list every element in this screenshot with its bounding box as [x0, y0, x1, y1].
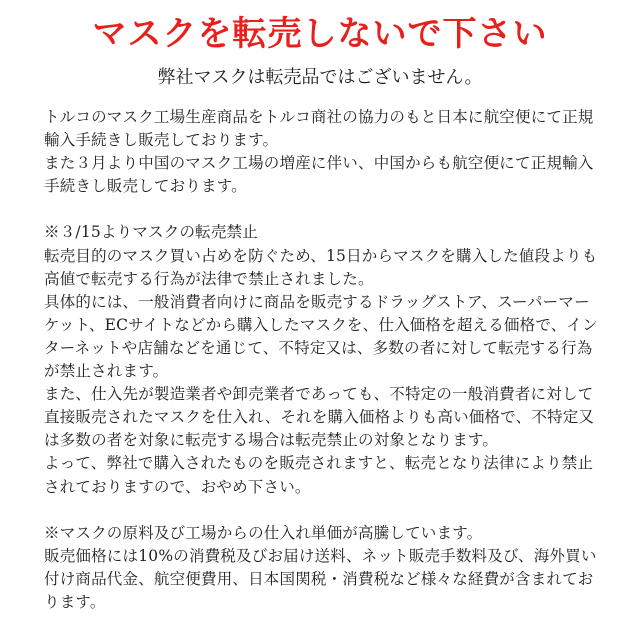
resale-ban-paragraph-4: よって、弊社で購入されたものを販売されますと、転売となり法律により禁止 されておりますので、おやめ下さい。: [44, 454, 594, 496]
resale-ban-paragraph-3: また、仕入先が製造業者や卸売業者であっても、不特定の一般消費者に対して 直接販売されたマスクを仕入れ、それを購入価格よりも高い価格で、不特定又 は多数の者を対象に転売する場合は転売禁止の対象となります。: [44, 385, 595, 450]
intro-paragraph-2: また３月より中国のマスク工場の増産に伴い、中国からも航空便にて正規輸入 手続きし販売しております。: [44, 154, 594, 196]
resale-ban-paragraph-1: 転売目的のマスク買い占めを防ぐため、15日からマスクを購入した値段よりも 高値で転売する行為が法律で禁止されました。: [44, 246, 598, 288]
resale-ban-paragraph-2: 具体的には、一般消費者向けに商品を販売するドラッグストア、スーパーマー ケット、ECサイトなどから購入したマスクを、仕入価格を超える価格で、イン ターネットや店舗などを通じて、不特定又は、多数の者に対して転売する行為 が禁止されます。: [44, 292, 598, 381]
price-heading: ※マスクの原料及び工場からの仕入れ単価が高騰しています。: [44, 523, 483, 542]
page-title: マスクを転売しないで下さい: [92, 14, 548, 54]
intro-paragraph-1: トルコのマスク工場生産商品をトルコ商社の協力のもと日本に航空便にて正規 輸入手続きし販売しております。: [44, 108, 594, 150]
price-paragraph: 販売価格には10%の消費税及びお届け送料、ネット販売手数料及び、海外買い 付け商品代金、航空便費用、日本国関税・消費税など様々な経費が含まれてお ります。: [44, 546, 597, 611]
resale-ban-heading: ※３/15よりマスクの転売禁止: [44, 223, 258, 242]
paragraph-spacer: [44, 499, 604, 522]
notice-body: [44, 106, 604, 614]
paragraph-spacer: [44, 198, 604, 221]
page-subtitle: 弊社マスクは転売品ではございません。: [157, 67, 483, 88]
